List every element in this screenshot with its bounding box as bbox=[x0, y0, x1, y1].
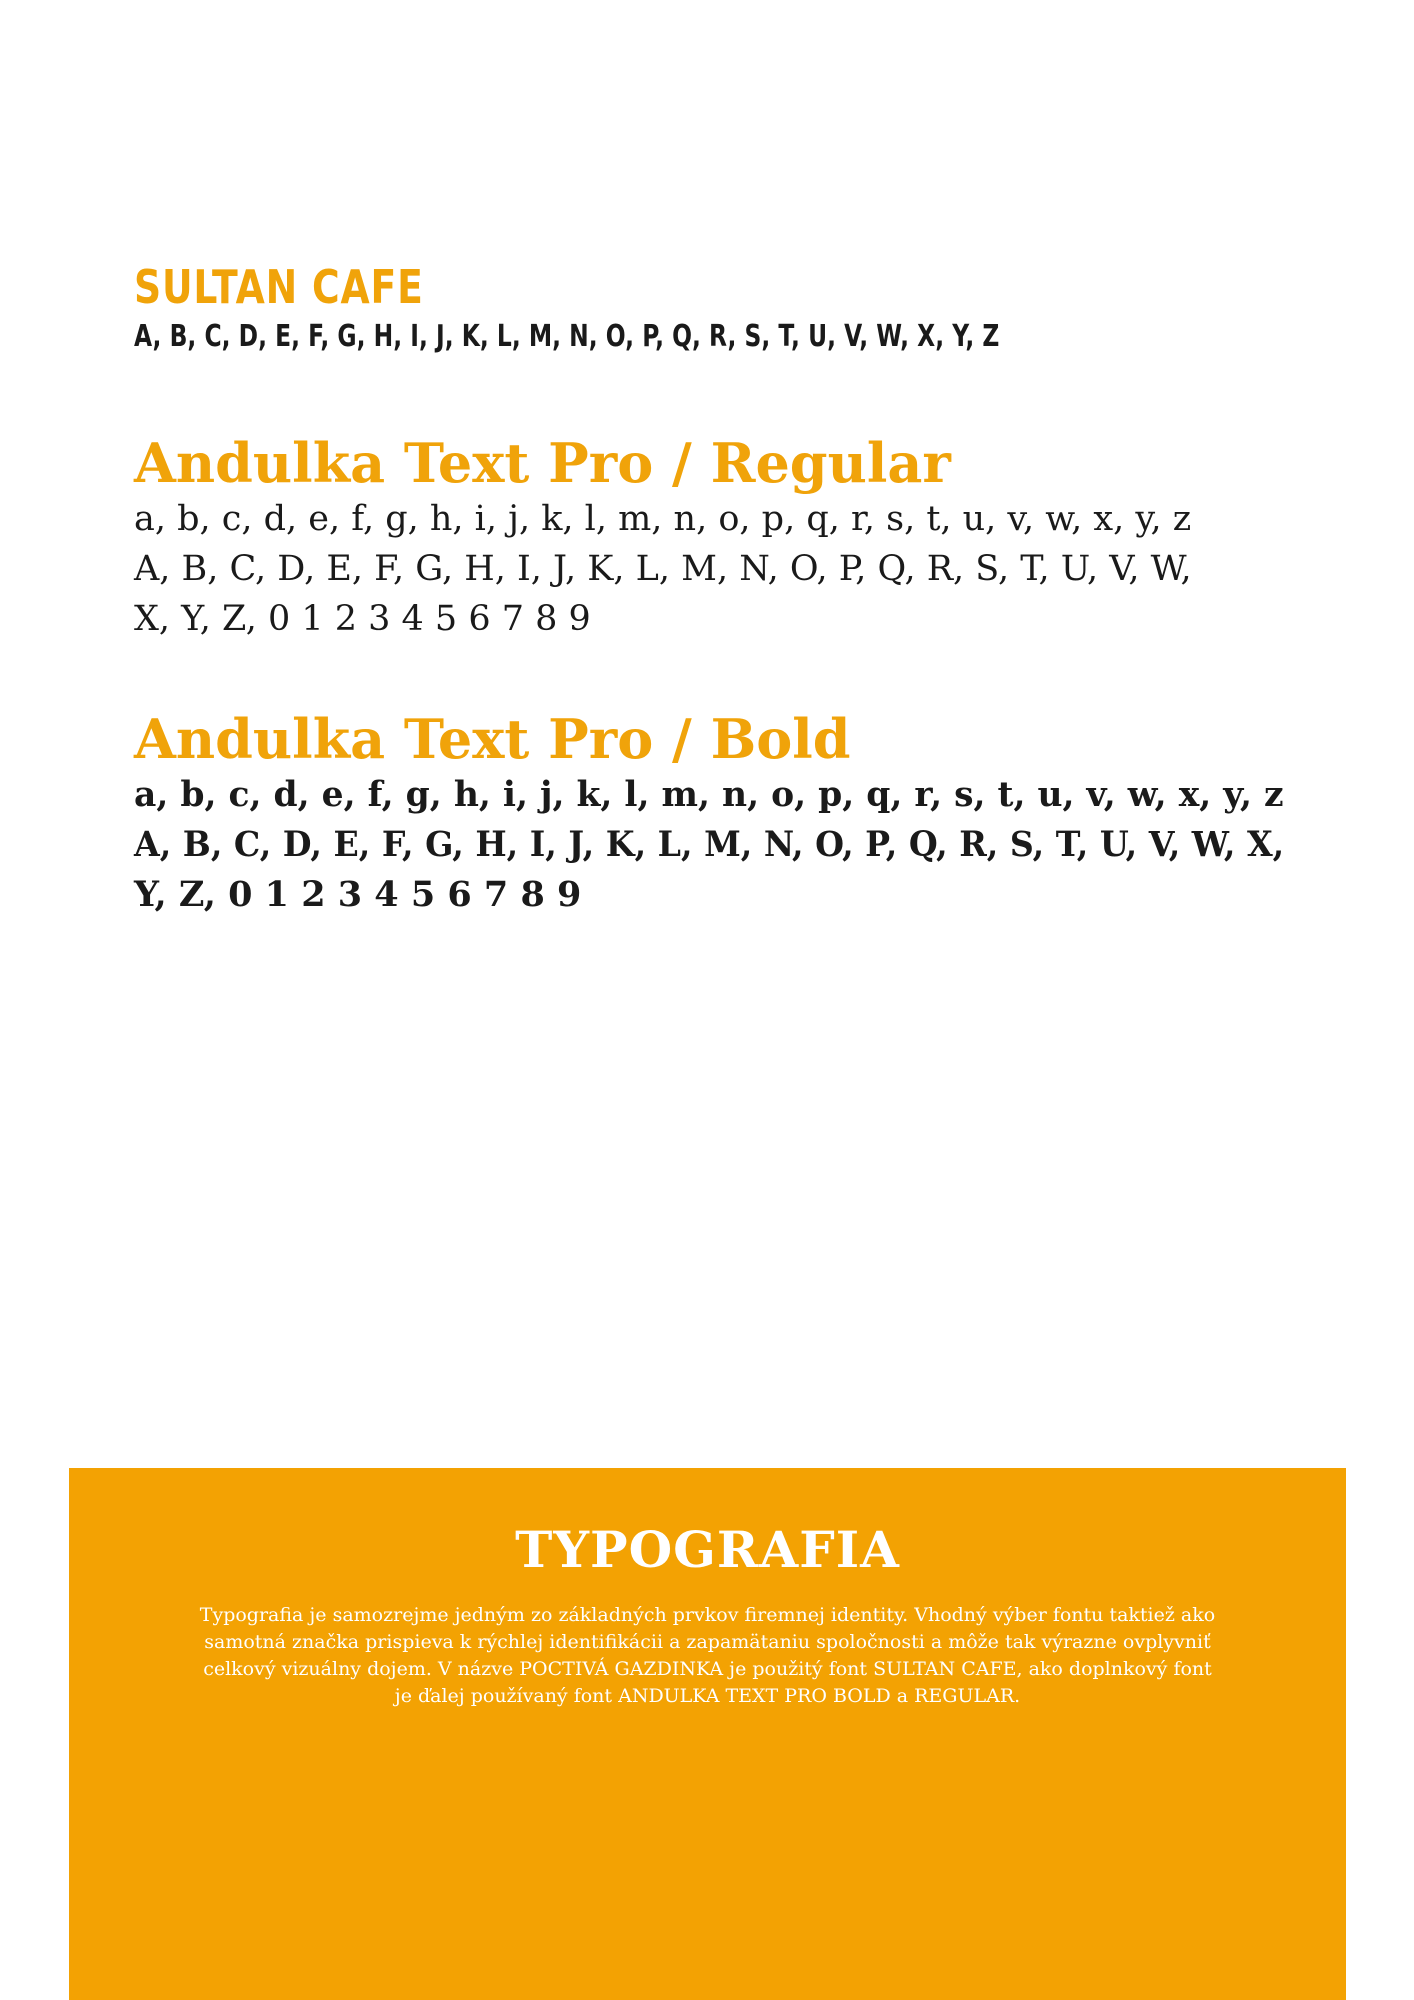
typografia-banner bbox=[69, 1468, 1346, 2000]
andulka-bold-uppercase-numerals: Y, Z, 0 1 2 3 4 5 6 7 8 9 bbox=[134, 874, 582, 915]
andulka-bold-specimen bbox=[134, 708, 1284, 920]
sultan-cafe-alphabet: A, B, C, D, E, F, G, H, I, J, K, L, M, N, O, P, Q, R, S, T, U, V, W, X, Y, Z bbox=[134, 319, 1000, 354]
andulka-bold-title: Andulka Text Pro / Bold bbox=[134, 707, 851, 771]
sultan-cafe-specimen bbox=[134, 262, 1284, 356]
andulka-bold-lowercase: a, b, c, d, e, f, g, h, i, j, k, l, m, n, o, p, q, r, s, t, u, v, w, x, y, z bbox=[134, 774, 1284, 815]
banner-heading: TYPOGRAFIA bbox=[515, 1520, 900, 1579]
andulka-regular-specimen bbox=[134, 432, 1284, 644]
banner-description-line: je ďalej používaný font ANDULKA TEXT PRO BOLD a REGULAR. bbox=[394, 1685, 1021, 1707]
andulka-regular-uppercase-numerals: X, Y, Z, 0 1 2 3 4 5 6 7 8 9 bbox=[134, 599, 591, 639]
banner-description bbox=[139, 1602, 1276, 1710]
sultan-cafe-title: SULTAN CAFE bbox=[134, 260, 424, 314]
banner-description-line: Typografia je samozrejme jedným zo základných prvkov firemnej identity. Vhodný výber fontu taktiež ako bbox=[199, 1604, 1216, 1626]
banner-description-line: samotná značka prispieva k rýchlej identifikácii a zapamätaniu spoločnosti a môže tak výrazne ovplyvniť bbox=[204, 1631, 1211, 1653]
andulka-regular-uppercase: A, B, C, D, E, F, G, H, I, J, K, L, M, N, O, P, Q, R, S, T, U, V, W, bbox=[134, 549, 1192, 589]
andulka-bold-uppercase: A, B, C, D, E, F, G, H, I, J, K, L, M, N, O, P, Q, R, S, T, U, V, W, X, bbox=[134, 824, 1285, 865]
andulka-regular-title: Andulka Text Pro / Regular bbox=[134, 431, 951, 495]
banner-description-line: celkový vizuálny dojem. V názve POCTIVÁ GAZDINKA je použitý font SULTAN CAFE, ako doplnkový font bbox=[203, 1658, 1212, 1680]
andulka-regular-lowercase: a, b, c, d, e, f, g, h, i, j, k, l, m, n, o, p, q, r, s, t, u, v, w, x, y, z bbox=[134, 499, 1192, 539]
